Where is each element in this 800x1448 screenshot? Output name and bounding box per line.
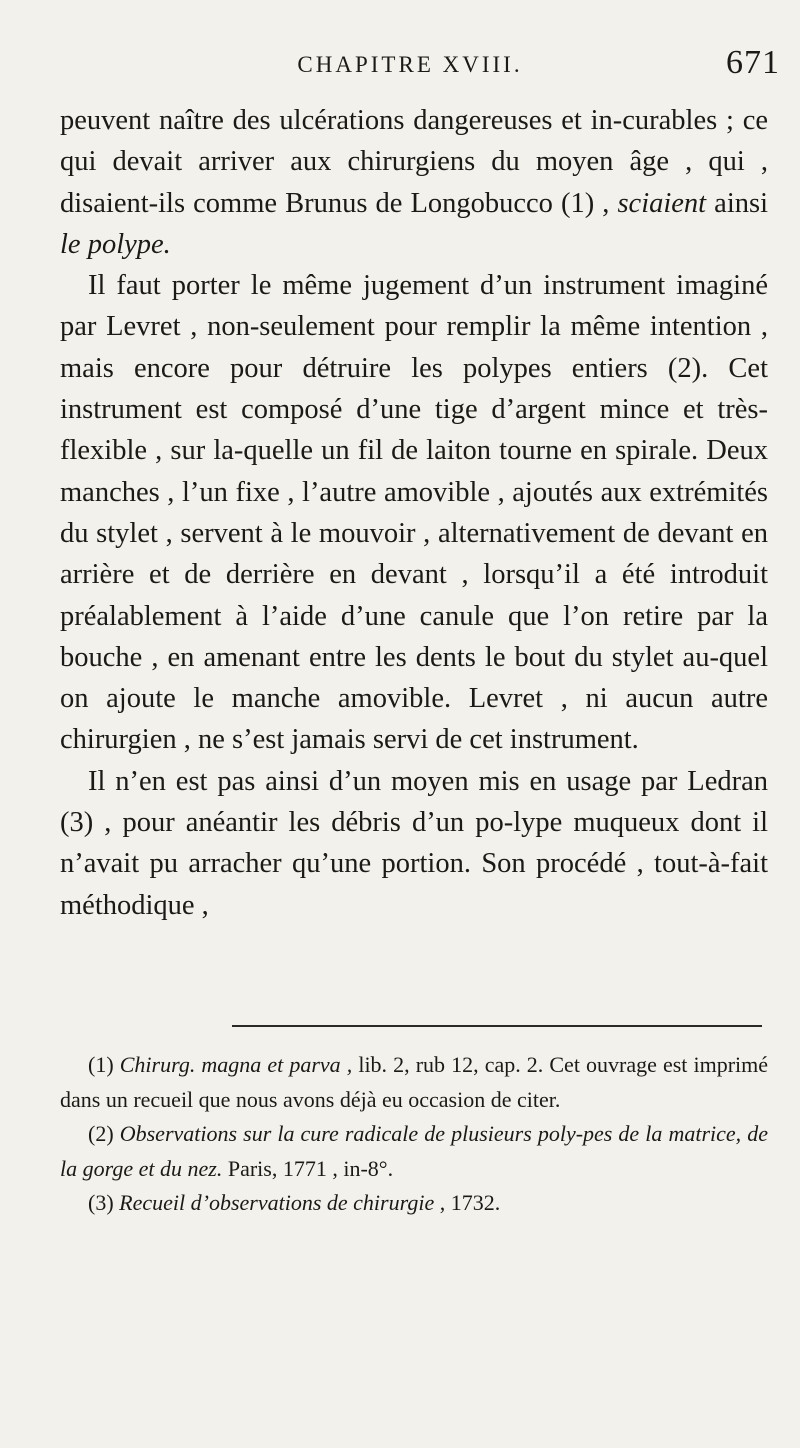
running-title: CHAPITRE XVIII. [297, 52, 523, 77]
footnote-1-text: lib. 2, rub 12, cap. 2. Cet ouvrage est imprimé dans un recueil que nous avons déjà eu occasion de citer. [60, 1052, 769, 1112]
footnote-3 [60, 1186, 768, 1221]
footnote-3-title: Recueil d’observations de chirurgie [119, 1190, 435, 1215]
paragraph-1-italic-sciaient: sciaient [617, 187, 707, 219]
paragraph-1-text-ainsi: ainsi [706, 187, 768, 219]
main-text [60, 100, 768, 926]
paragraph-3: Il n’en est pas ainsi d’un moyen mis en usage par Ledran (3) , pour anéantir les débris d’un po-lype muqueux dont il n’avait pu arracher qu’une portion. Son procédé , tout-à-fait méthodique , [60, 765, 768, 921]
footnote-2-mark: (2) [88, 1121, 120, 1146]
footnote-3-text: , 1732. [434, 1190, 501, 1215]
paragraph-2: Il faut porter le même jugement d’un instrument imaginé par Levret , non-seulement pour remplir la même intention , mais encore pour détruire les polypes entiers (2). Cet instrument est composé d’une tige d’argent mince et très-flexible , sur la-quelle un fil de laiton tourne en spirale. Deux manches , l’un fixe , l’autre amovible , ajoutés aux extrémités du stylet , servent à le mouvoir , alternativement de devant en arrière et de derrière en devant , lorsqu’il a été introduit préalablement à l’aide d’une canule que l’on retire par la bouche , en amenant entre les dents le bout du stylet au-quel on ajoute le manche amovible. Levret , ni aucun autre chirurgien , ne s’est jamais servi de cet instrument. [60, 270, 768, 756]
footnote-2 [60, 1117, 768, 1186]
page-header [60, 44, 780, 88]
footnote-1-title: Chirurg. magna et parva , [119, 1052, 353, 1077]
paragraph-1-text: peuvent naître des ulcérations dangereuses et in-curables ; ce qui devait arriver aux chirurgiens du moyen âge , qui , disaient-ils comme Brunus de Longobucco (1) , [60, 105, 768, 219]
footnote-separator [232, 1025, 762, 1027]
paragraph-1 [60, 100, 768, 265]
paragraph-1-italic-polype: le polype. [60, 228, 171, 260]
footnote-1-mark: (1) [88, 1052, 120, 1077]
footnote-1 [60, 1048, 768, 1117]
footnote-2-text: Paris, 1771 , in-8°. [222, 1155, 394, 1181]
footnote-3-mark: (3) [88, 1190, 120, 1215]
footnote-2-title: Observations sur la cure radicale de plusieurs poly-pes de la matrice, de la gorge et du nez. [60, 1121, 769, 1181]
page-number: 671 [726, 44, 780, 81]
footnotes [60, 1048, 768, 1221]
